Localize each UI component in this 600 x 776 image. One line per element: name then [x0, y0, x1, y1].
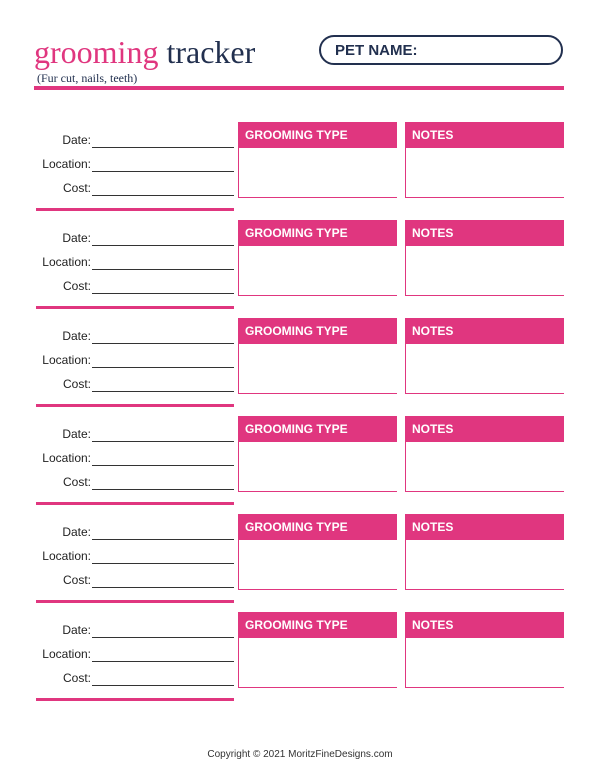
entry-divider: [36, 306, 234, 309]
location-field[interactable]: [92, 661, 234, 662]
grooming-entry: [0, 612, 600, 710]
date-field[interactable]: [92, 245, 234, 246]
location-field[interactable]: [92, 465, 234, 466]
grooming-entry: [0, 220, 600, 318]
notes-header: NOTES: [406, 514, 564, 540]
cost-label: Cost:: [62, 475, 91, 489]
grooming-type-box[interactable]: [238, 318, 397, 394]
date-label: Date:: [62, 427, 91, 441]
notes-area[interactable]: [406, 638, 564, 688]
date-label: Date:: [62, 133, 91, 147]
pet-name-field[interactable]: [319, 35, 563, 65]
notes-header: NOTES: [406, 220, 564, 246]
grooming-type-box[interactable]: [238, 416, 397, 492]
cost-field[interactable]: [92, 489, 234, 490]
notes-area[interactable]: [406, 442, 564, 492]
notes-header: NOTES: [406, 612, 564, 638]
location-label: Location:: [42, 255, 91, 269]
grooming-type-header: GROOMING TYPE: [239, 122, 397, 148]
location-label: Location:: [42, 353, 91, 367]
entry-divider: [36, 502, 234, 505]
date-field[interactable]: [92, 637, 234, 638]
grooming-type-area[interactable]: [239, 148, 397, 198]
location-label: Location:: [42, 451, 91, 465]
notes-box[interactable]: [405, 122, 564, 198]
cost-field[interactable]: [92, 391, 234, 392]
grooming-type-box[interactable]: [238, 122, 397, 198]
notes-area[interactable]: [406, 246, 564, 296]
title-word-grooming: grooming: [34, 34, 159, 70]
notes-box[interactable]: [405, 220, 564, 296]
location-label: Location:: [42, 647, 91, 661]
pet-name-label: PET NAME:: [335, 42, 418, 59]
cost-field[interactable]: [92, 685, 234, 686]
entry-divider: [36, 698, 234, 701]
notes-header: NOTES: [406, 416, 564, 442]
date-field[interactable]: [92, 147, 234, 148]
entry-divider: [36, 600, 234, 603]
grooming-type-header: GROOMING TYPE: [239, 612, 397, 638]
grooming-type-header: GROOMING TYPE: [239, 416, 397, 442]
notes-area[interactable]: [406, 540, 564, 590]
cost-label: Cost:: [62, 671, 91, 685]
cost-field[interactable]: [92, 195, 234, 196]
location-label: Location:: [42, 549, 91, 563]
date-label: Date:: [62, 329, 91, 343]
grooming-type-area[interactable]: [239, 442, 397, 492]
page-title: [34, 34, 255, 70]
grooming-type-header: GROOMING TYPE: [239, 514, 397, 540]
date-field[interactable]: [92, 441, 234, 442]
grooming-entry: [0, 318, 600, 416]
cost-label: Cost:: [62, 573, 91, 587]
notes-area[interactable]: [406, 344, 564, 394]
notes-header: NOTES: [406, 122, 564, 148]
notes-header: NOTES: [406, 318, 564, 344]
notes-area[interactable]: [406, 148, 564, 198]
date-label: Date:: [62, 231, 91, 245]
date-field[interactable]: [92, 539, 234, 540]
grooming-type-area[interactable]: [239, 540, 397, 590]
cost-field[interactable]: [92, 293, 234, 294]
cost-label: Cost:: [62, 279, 91, 293]
grooming-entry: [0, 122, 600, 220]
grooming-type-area[interactable]: [239, 638, 397, 688]
grooming-type-header: GROOMING TYPE: [239, 318, 397, 344]
notes-box[interactable]: [405, 318, 564, 394]
page-subtitle: (Fur cut, nails, teeth): [37, 71, 138, 85]
notes-box[interactable]: [405, 612, 564, 688]
grooming-type-header: GROOMING TYPE: [239, 220, 397, 246]
header-divider: [34, 86, 564, 90]
cost-field[interactable]: [92, 587, 234, 588]
notes-box[interactable]: [405, 514, 564, 590]
grooming-type-area[interactable]: [239, 344, 397, 394]
grooming-type-box[interactable]: [238, 612, 397, 688]
date-field[interactable]: [92, 343, 234, 344]
location-field[interactable]: [92, 171, 234, 172]
title-word-tracker: tracker: [166, 34, 256, 70]
location-field[interactable]: [92, 269, 234, 270]
date-label: Date:: [62, 623, 91, 637]
footer-copyright: Copyright © 2021 MoritzFineDesigns.com: [207, 749, 393, 760]
grooming-type-box[interactable]: [238, 220, 397, 296]
entry-divider: [36, 404, 234, 407]
grooming-type-area[interactable]: [239, 246, 397, 296]
grooming-entry: [0, 416, 600, 514]
notes-box[interactable]: [405, 416, 564, 492]
grooming-entry: [0, 514, 600, 612]
location-field[interactable]: [92, 367, 234, 368]
location-field[interactable]: [92, 563, 234, 564]
grooming-type-box[interactable]: [238, 514, 397, 590]
date-label: Date:: [62, 525, 91, 539]
cost-label: Cost:: [62, 181, 91, 195]
location-label: Location:: [42, 157, 91, 171]
cost-label: Cost:: [62, 377, 91, 391]
entry-divider: [36, 208, 234, 211]
